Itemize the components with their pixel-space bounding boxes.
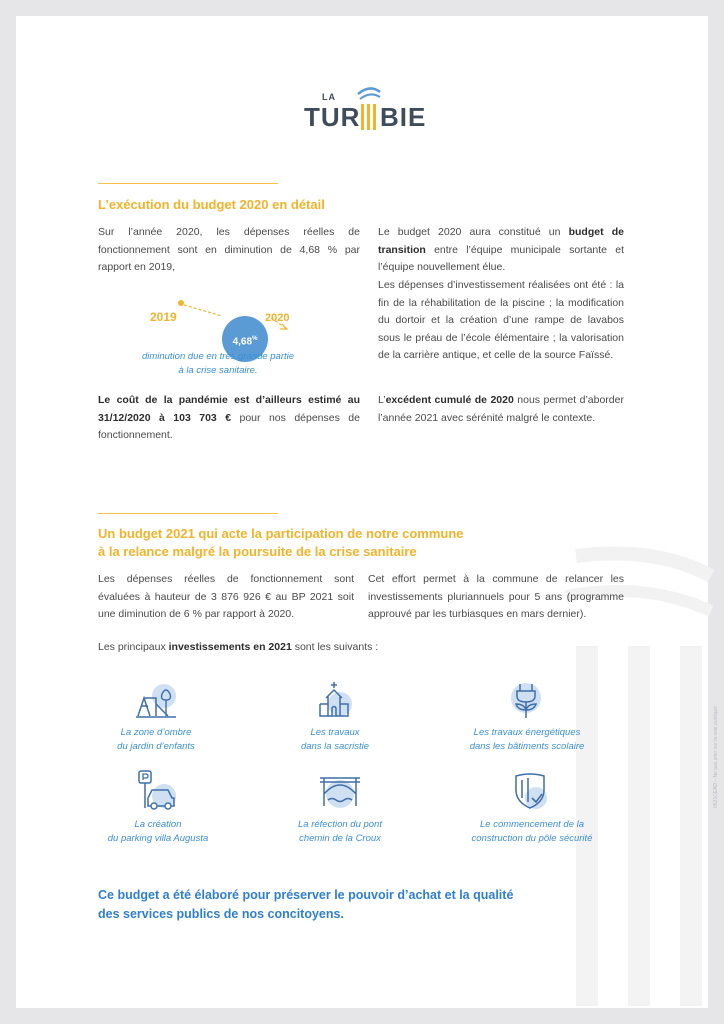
- column-icon: [356, 84, 382, 136]
- surplus-bold: excédent cumulé de 2020: [385, 394, 514, 406]
- section1-title: L’exécution du budget 2020 en détail: [98, 197, 325, 212]
- side-note: 0521CEAD – Ne pas jeter sur la voie publique: [713, 705, 719, 808]
- text-span: nous permet d’aborder l’année 2021 avec sérénité malgré le contexte.: [378, 394, 624, 424]
- section2-right-paragraph: Cet effort permet à la commune de relancer les investissements pluriannuels pour 5 ans (programme approuvé par les turbiasques en mars dernier).: [368, 573, 624, 620]
- text-span: Les principaux: [98, 641, 169, 653]
- conclusion-statement: [98, 886, 513, 924]
- caption-line: La zone d’ombre: [120, 727, 192, 738]
- caption-line: construction du pôle sécurité: [471, 833, 593, 844]
- logo-la: LA: [322, 92, 336, 102]
- percent-value: 4,68: [232, 336, 253, 348]
- caption-line: chemin de la Croux: [299, 833, 381, 844]
- text-span: Le budget 2020 aura constitué un: [378, 226, 569, 238]
- caption-line: La réfection du pont: [298, 819, 382, 830]
- section2-title-line-1: Un budget 2021 qui acte la participation de notre commune: [98, 526, 464, 541]
- budget-transition-paragraph: [378, 224, 624, 277]
- investment-caption: [71, 726, 241, 754]
- investment-caption: [73, 818, 243, 846]
- investments-intro-bold: investissements en 2021: [168, 641, 292, 653]
- caption-line: Les travaux énergétiques: [473, 727, 581, 738]
- investment-caption: [447, 818, 617, 846]
- caption-line: du parking villa Augusta: [107, 833, 209, 844]
- pandemic-cost-paragraph: [98, 392, 360, 445]
- caption-line-2: à la crise sanitaire.: [178, 365, 258, 376]
- investment-caption: [442, 726, 612, 754]
- section-rule: [98, 183, 278, 184]
- caption-line: du jardin d’enfants: [117, 741, 195, 752]
- investments-intro: [98, 639, 598, 657]
- document-page: [16, 16, 719, 1008]
- logo-bie: BIE: [380, 102, 427, 132]
- playground-icon: [134, 678, 178, 722]
- year-2019: 2019: [150, 310, 177, 324]
- caption-line: dans les bâtiments scolaire: [469, 741, 585, 752]
- section1-paragraph-1: Sur l’année 2020, les dépenses réelles de fonctionnement sont en diminution de 4,68 % par rapport en 2019,: [98, 226, 360, 273]
- church-icon: [312, 678, 356, 722]
- caption-line: La création: [134, 819, 182, 830]
- text-span: sont les suivants :: [291, 641, 379, 653]
- year-2020: 2020: [265, 312, 290, 324]
- bridge-icon: [318, 768, 362, 812]
- section-rule: [98, 513, 278, 514]
- investment-caption: [250, 726, 420, 754]
- logo-tur: TUR: [304, 102, 361, 132]
- conclusion-line-1: Ce budget a été élaboré pour préserver le pouvoir d’achat et la qualité: [98, 888, 514, 902]
- decrease-caption: [128, 350, 308, 378]
- budget-transition-bold: budget de transition: [378, 226, 624, 256]
- pandemic-cost-bold: Le coût de la pandémie est d’ailleurs estimé au 31/12/2020 à 103 703 €: [98, 394, 360, 424]
- investment-2020-paragraph: Les dépenses d’investissement réalisées ont été : la fin de la réhabilitation de la piscine ; la modification du dortoir et la création d’une rampe de lavabos sous le préau de l’école élémentaire ; la valorisation de la carrière antique, et celle de la source Faïssé.: [378, 279, 624, 361]
- investment-caption: [255, 818, 425, 846]
- security-shield-icon: [510, 768, 554, 812]
- section2-title: [98, 525, 464, 561]
- energy-plug-icon: [504, 678, 548, 722]
- surplus-paragraph: [378, 392, 624, 427]
- conclusion-line-2: des services publics de nos concitoyens.: [98, 907, 344, 921]
- text-span: entre l’équipe municipale sortante et l’équipe nouvellement élue.: [378, 243, 624, 273]
- parking-car-icon: [136, 768, 180, 812]
- la-turbie-logo: [300, 80, 430, 144]
- caption-line: dans la sacristie: [300, 741, 370, 752]
- section2-left-paragraph: Les dépenses réelles de fonctionnement sont évaluées à hauteur de 3 876 926 € au BP 2021 soit une diminution de 6 % par rapport à 2020.: [98, 573, 354, 620]
- percent-unit: %: [252, 336, 258, 342]
- pandemic-cost-rest: pour nos dépenses de fonctionnement.: [98, 411, 360, 441]
- text-span: L’: [378, 394, 386, 406]
- caption-line: Le commencement de la: [479, 819, 585, 830]
- caption-line: Les travaux: [310, 727, 360, 738]
- caption-line-1: diminution due en très grande partie: [141, 351, 295, 362]
- section2-title-line-2: à la relance malgré la poursuite de la crise sanitaire: [98, 544, 417, 559]
